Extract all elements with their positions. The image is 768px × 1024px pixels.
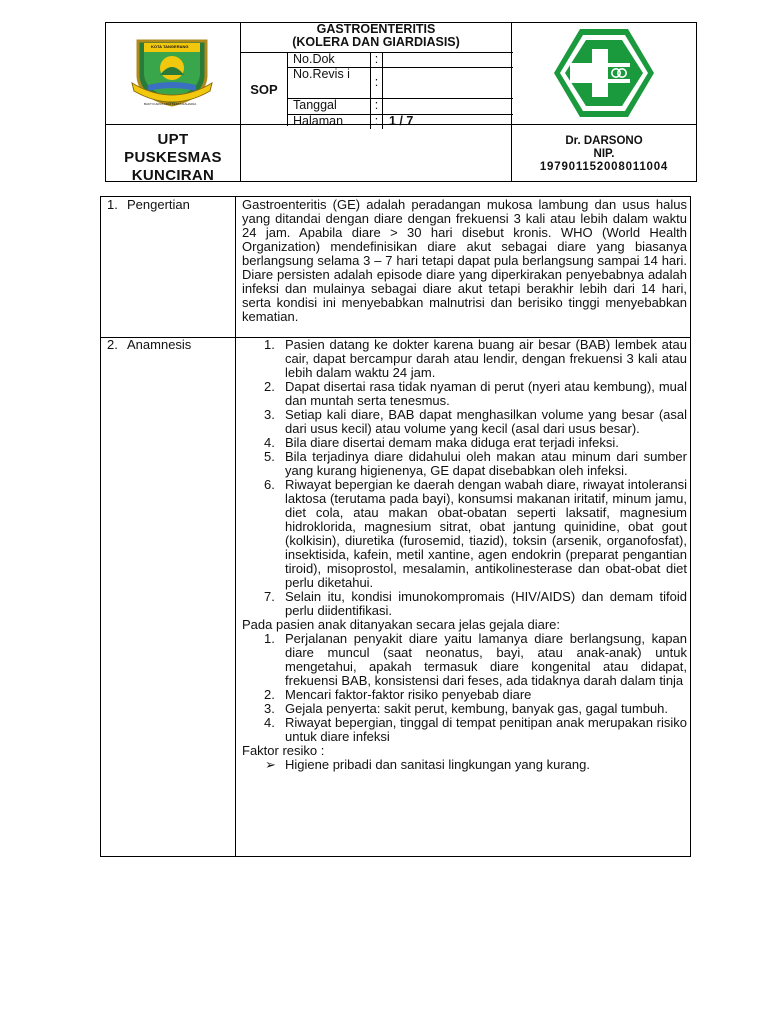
item-text: Higiene pribadi dan sanitasi lingkungan yang kurang. [285,757,590,772]
meta-value [383,53,513,67]
list-item [242,408,687,436]
risk-intro: Faktor resiko : [242,743,325,758]
item-number: 2. [264,379,275,394]
signer-nip: 197901152008011004 [539,161,669,173]
item-text: Bila terjadinya diare didahului oleh makan atau minum dari sumber yang kurang higienenya, GE dapat disebabkan oleh infeksi. [285,449,687,478]
item-text: Pasien datang ke dokter karena buang air besar (BAB) lembek atau cair, dapat bercampur darah atau lendir, dengan frekuensi 3 kali atau lebih dalam waktu 24 jam. [285,337,687,380]
item-number: 6. [264,477,275,492]
item-text: Mencari faktor-faktor risiko penyebab diare [285,687,532,702]
title-cell [240,22,512,128]
section-label-pengertian [107,198,190,212]
item-number: 3. [264,701,275,716]
meta-colon: : [371,68,383,98]
item-number: 4. [264,435,275,450]
puskesmas-logo-icon [552,27,656,119]
list-item [242,702,687,716]
pengertian-text: Gastroenteritis (GE) adalah peradangan mukosa lambung dan usus halus yang ditandai dengan diare dengan frekuensi 3 kali atau lebih dalam waktu 24 jam. Apabila diare > 30 hari disebut kronis. WHO (World Health Organization) mendefinisikan diare akut sebagai diare yang biasanya berlangsung selama 3 – 7 hari tetapi dapat pula berlangsung sampai 14 hari. Diare persisten adalah episode diare yang diperkirakan penyebabnya adalah infeksi dan mulainya sebagai diare akut tetapi berakhir lebih dari 14 hari, serta kondisi ini menyebabkan malnutrisi dan berisiko tinggi menyebabkan kematian. [242,197,687,324]
signature-cell [511,124,697,182]
upt-line-2: PUSKESMAS [124,149,222,166]
item-number: 1. [264,631,275,646]
section-title: Anamnesis [127,337,192,352]
section-label-anamnesis [107,338,191,352]
signer-nip-label: NIP. [593,148,615,160]
logo-cell [105,22,241,125]
meta-value [383,99,513,114]
upt-cell [105,124,241,182]
anamnesis-list [242,338,687,618]
item-text: Selain itu, kondisi imunokompromais (HIV/AIDS) dan demam tifoid perlu diidentifikasi. [285,589,687,618]
meta-key: Tanggal [287,99,371,114]
section-title: Pengertian [127,197,190,212]
document-title [241,23,511,49]
item-number: 4. [264,715,275,730]
child-list [242,632,687,744]
item-text: Bila diare disertai demam maka diduga erat terjadi infeksi. [285,435,619,450]
meta-row-no-revisi [287,67,513,98]
meta-key: No.Dok [287,53,371,67]
risk-item [242,758,687,772]
signer-name: Dr. DARSONO [565,135,643,147]
content-table [100,196,691,857]
upt-line-1: UPT [157,131,189,148]
item-text: Setiap kali diare, BAB dapat menghasilkan volume yang besar (asal dari usus kecil) atau volume yang kecil (asal dari usus besar). [285,407,687,436]
meta-colon: : [371,99,383,114]
child-intro: Pada pasien anak ditanyakan secara jelas gejala diare: [242,617,560,632]
list-item [242,632,687,688]
document-header [105,22,697,182]
arrow-bullet-icon: ➢ [265,757,276,772]
meta-row-no-dok [287,52,513,67]
list-item [242,380,687,408]
upt-name [106,131,240,185]
item-text: Dapat disertai rasa tidak nyaman di perut (nyeri atau kembung), mual dan muntah serta tenesmus. [285,379,687,408]
list-item [242,450,687,478]
item-number: 7. [264,589,275,604]
right-logo-cell [511,22,697,125]
meta-value: 1 / 7 [389,114,414,128]
meta-colon: : [371,115,383,129]
signature-block [512,135,696,174]
item-number: 3. [264,407,275,422]
meta-value [383,68,513,98]
sop-label: SOP [241,52,288,126]
seal-caption: KOTA TANGERANG [151,44,189,49]
list-item [242,688,687,702]
upt-line-3: KUNCIRAN [131,167,215,184]
item-number: 1. [264,337,275,352]
empty-cell [240,124,512,182]
list-item [242,716,687,744]
meta-colon: : [371,53,383,67]
item-number: 5. [264,449,275,464]
document-meta [287,52,513,129]
item-text: Perjalanan penyakit diare yaitu lamanya diare berlangsung, kapan diare muncul (saat neonatus, bayi, atau anak-anak) untuk mengetahui, apakah termasuk diare kongenital atau didapat, frekuensi BAB, konsistensi dari feses, ada tidaknya darah dalam tinja [285,631,687,688]
item-text: Riwayat bepergian ke daerah dengan wabah diare, riwayat intoleransi laktosa (terutama pada bayi), konsumsi makanan iritatif, minum jamu, diet cola, atau makan obat-obatan seperti laksatif, magnesium hidroklorida, magnesium sitrat, obat jantung quinidine, obat gout (kolkisin), diuretika (furosemid, tiazid), toksin (arsenik, organofosfat), insektisida, kafein, metil xantine, agen endokrin (preparat pengantian tiroid), misoprostol, mesalamin, antikolinesterase dan obat-obat diet perlu diketahui. [285,477,687,590]
item-text: Riwayat bepergian, tinggal di tempat penitipan anak merupakan risiko untuk diare infeksi [285,715,687,744]
section-number: 1. [107,197,118,212]
title-line-1: GASTROENTERITIS [316,22,436,36]
list-item [242,478,687,590]
meta-key: Halaman [287,115,371,129]
seal-motto: BAKTI KARYA ADHI KERTA RAHARJA [144,102,197,106]
item-text: Gejala penyerta: sakit perut, kembung, banyak gas, gagal tumbuh. [285,701,669,716]
meta-row-tanggal [287,98,513,114]
title-line-2: (KOLERA DAN GIARDIASIS) [292,35,460,49]
meta-key: No.Revis i [287,68,371,98]
item-number: 2. [264,687,275,702]
anamnesis-body [242,338,687,772]
section-number: 2. [107,337,118,352]
list-item [242,436,687,450]
list-item [242,338,687,380]
list-item [242,590,687,618]
